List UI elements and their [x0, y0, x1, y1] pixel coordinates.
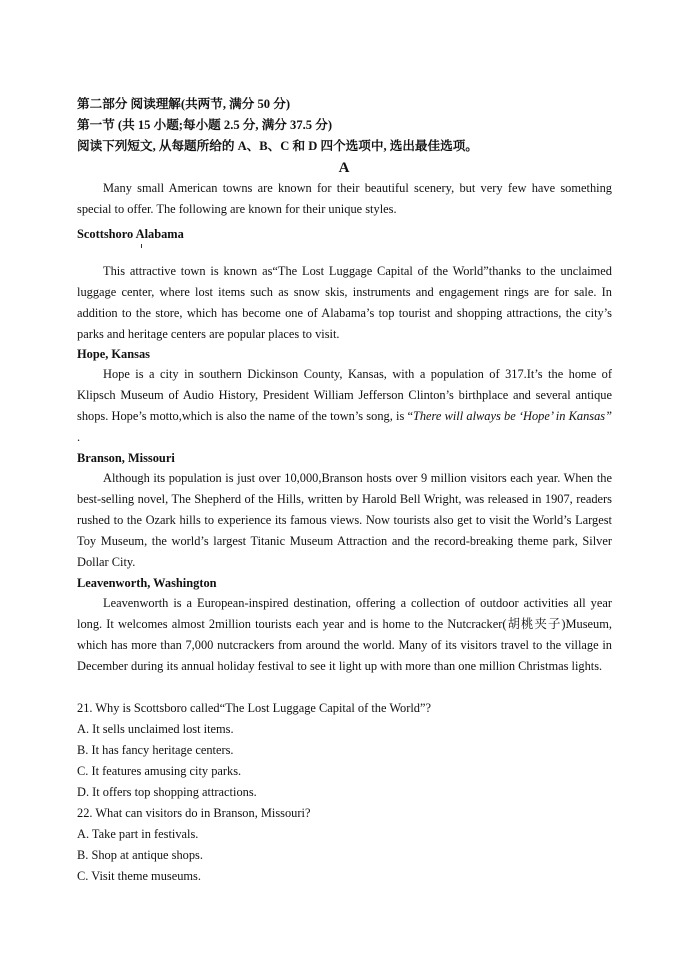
- question-21-option-d: D. It offers top shopping attractions.: [77, 785, 257, 799]
- question-21-option-a: A. It sells unclaimed lost items.: [77, 722, 234, 736]
- question-22-stem: 22. What can visitors do in Branson, Missouri?: [77, 806, 311, 820]
- instruction-text: 阅读下列短文, 从每题所给的 A、B、C 和 D 四个选项中, 选出最佳选项。: [77, 139, 478, 153]
- section-heading: 第一节 (共 15 小题;每小题 2.5 分, 满分 37.5 分): [77, 118, 333, 132]
- question-21-option-b: B. It has fancy heritage centers.: [77, 743, 234, 757]
- section-heading-branson: Branson, Missouri: [77, 451, 175, 465]
- question-22-option-c: C. Visit theme museums.: [77, 869, 201, 883]
- section-text-scottsboro: This attractive town is known as“The Lost Luggage Capital of the World”thanks to the unclaimed luggage center, where lost items such as snow skis, instruments and engagement rings are for sale. In addition to the store, which has become one of Alabama’s top tourist and shopping attractions, the city’s parks and heritage centers are popular places to visit.: [77, 264, 612, 341]
- section-text-hope: Hope is a city in southern Dickinson County, Kansas, with a population of 317.It’s the home of Klipsch Museum of Audio History, President William Jefferson Clinton’s birthplace and several antique shops. Hope’s motto,which is also the name of the town’s song, is “There will always be ‘Hope’ in Kansas” .: [77, 367, 612, 444]
- question-21-stem: 21. Why is Scottsboro called“The Lost Luggage Capital of the World”?: [77, 701, 431, 715]
- section-heading-scottsboro: Scottshoro Alabama: [77, 227, 184, 241]
- passage-intro: Many small American towns are known for their beautiful scenery, but very few have something special to offer. The following are known for their unique styles.: [77, 181, 612, 216]
- section-text-leavenworth: Leavenworth is a European-inspired destination, offering a collection of outdoor activities all year long. It welcomes almost 2million tourists each year and is home to the Nutcracker(胡桃夹子)Museum, which has more than 7,000 nutcrackers from around the world. Many of its visitors travel to the village in December during its annual holiday festival to see it light up with more than one million Christmas lights.: [77, 596, 612, 673]
- section-text-branson: Although its population is just over 10,000,Branson hosts over 9 million visitors each year. When the best-selling novel, The Shepherd of the Hills, written by Harold Bell Wright, was released in 1907, readers rushed to the Ozark hills to experience its famous views. Now tourists also get to visit the World’s Largest Toy Museum, the world’s largest Titanic Museum Attraction and the record-breaking theme park, Silver Dollar City.: [77, 471, 612, 569]
- section-heading-hope: Hope, Kansas: [77, 347, 150, 361]
- question-21-option-c: C. It features amusing city parks.: [77, 764, 242, 778]
- section-heading-leavenworth: Leavenworth, Washington: [77, 576, 217, 590]
- hope-motto: There will always be ‘Hope’ in Kansas”: [412, 409, 612, 423]
- part-heading: 第二部分 阅读理解(共两节, 满分 50 分): [77, 97, 291, 111]
- question-22-option-b: B. Shop at antique shops.: [77, 848, 203, 862]
- stray-mark: [141, 244, 142, 248]
- passage-label: A: [338, 160, 350, 176]
- question-22-option-a: A. Take part in festivals.: [77, 827, 199, 841]
